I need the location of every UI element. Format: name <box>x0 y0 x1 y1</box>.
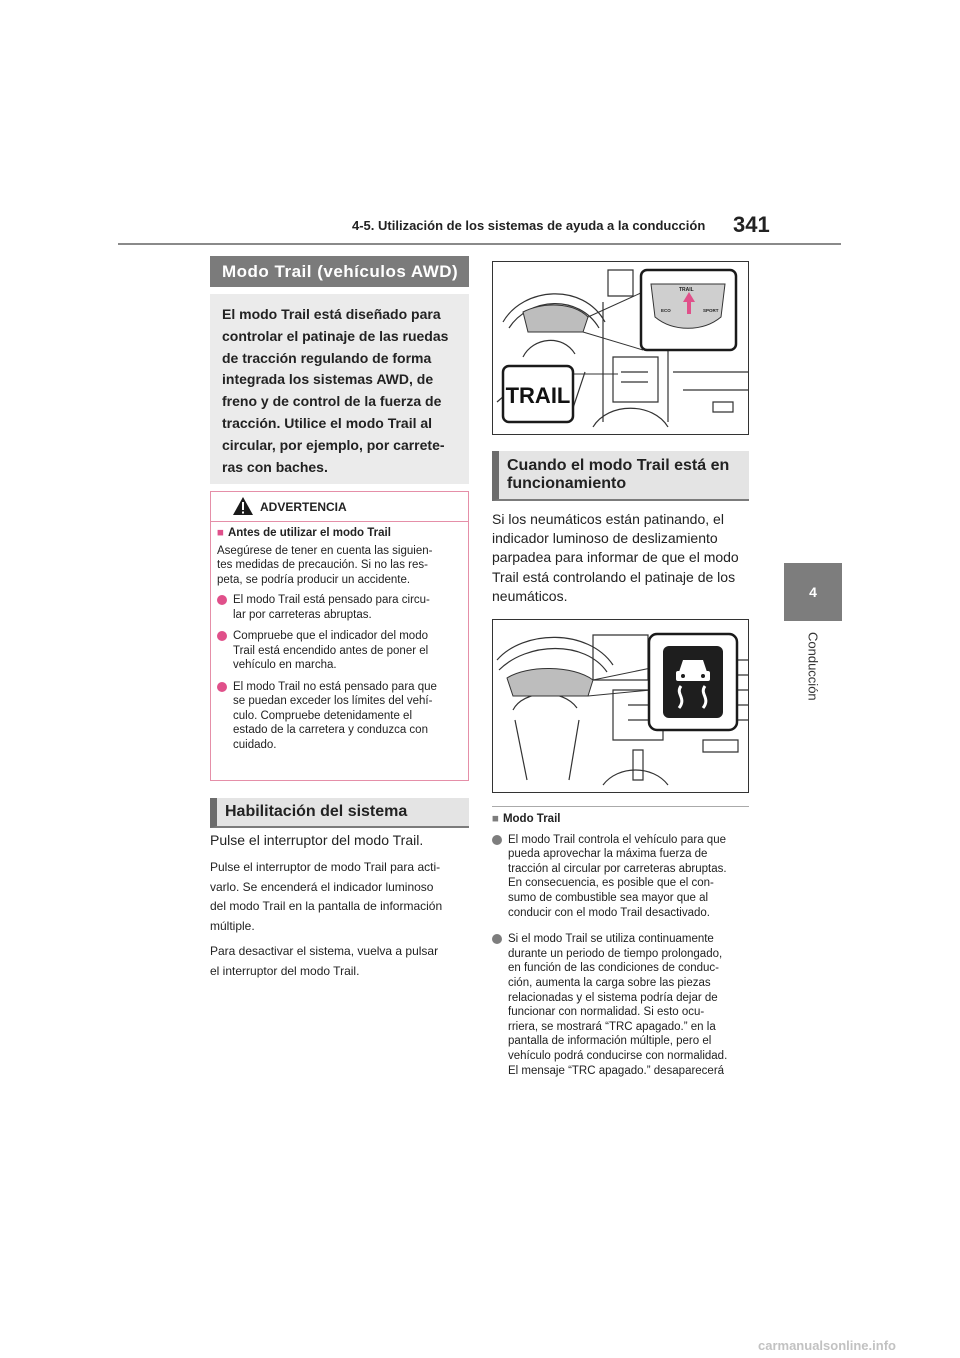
note-line: relacionadas y el sistema podría dejar de <box>508 991 718 1004</box>
warning-intro <box>217 544 462 588</box>
header-divider <box>118 243 841 245</box>
slip-indicator-illustration <box>492 619 749 793</box>
bullet-line: cuidado. <box>233 738 277 751</box>
warning-bullet <box>217 680 462 753</box>
bullet-line: vehículo en marcha. <box>233 659 337 671</box>
bullet-dot-icon <box>217 631 227 641</box>
note-line: pueda aprovechar la máxima fuerza de <box>508 848 708 861</box>
chapter-label-text: Conducción <box>805 632 821 701</box>
dashboard-drawing <box>493 262 749 435</box>
square-bullet-icon: ■ <box>492 813 499 825</box>
bullet-line: Compruebe que el indicador del modo <box>233 630 428 642</box>
inset-trail-label: TRAIL <box>679 287 694 293</box>
section-header-title: 4-5. Utilización de los sistemas de ayuda a la conducción <box>352 218 706 233</box>
note-line: En consecuencia, es posible que el con- <box>508 877 714 890</box>
intro-line: controlar el patinaje de las ruedas <box>222 327 449 344</box>
page-number: 341 <box>733 212 770 237</box>
detail-line: Pulse el interruptor de modo Trail para acti- <box>210 860 441 874</box>
chapter-tab: 4 <box>784 563 842 621</box>
intro-line: tracción. Utilice el modo Trail al <box>222 414 433 431</box>
warning-bullet <box>217 593 462 622</box>
notes-divider <box>492 806 749 807</box>
watermark: carmanualsonline.info <box>758 1338 896 1353</box>
warning-box <box>210 491 469 781</box>
note-line: rriera, se mostrará “TRC apagado.” en la <box>508 1020 716 1033</box>
bullet-line: Trail está encendido antes de poner el <box>233 644 429 657</box>
warning-intro-line: Asegúrese de tener en cuenta las siguien- <box>217 544 433 557</box>
note-line: durante un periodo de tiempo prolongado, <box>508 947 723 960</box>
note-line: pantalla de información múltiple, pero el <box>508 1035 712 1048</box>
note-line: El mensaje “TRC apagado.” desaparecerá <box>508 1064 725 1077</box>
operating-line: Trail está controlando el patinaje de los <box>492 568 736 585</box>
notes-heading <box>492 812 749 827</box>
enable-section-heading: Habilitación del sistema <box>210 798 469 828</box>
detail-line: el interruptor del modo Trail. <box>210 963 360 978</box>
note-line: en función de las condiciones de conduc- <box>508 962 719 975</box>
operating-line: neumáticos. <box>492 587 568 604</box>
note-line: sumo de combustible sea mayor que al <box>508 891 709 904</box>
bullet-dot-icon <box>217 682 227 692</box>
bullet-dot-icon <box>217 595 227 605</box>
warning-intro-line: tes medidas de precaución. Si no las res- <box>217 559 428 571</box>
operating-heading-line: Cuando el modo Trail está en <box>507 457 730 474</box>
note-line: Si el modo Trail se utiliza continuamente <box>508 933 714 946</box>
bullet-line: estado de la carretera y conduzca con <box>233 724 428 736</box>
dashboard-drawing-2 <box>493 620 749 793</box>
disable-details <box>210 942 469 981</box>
bullet-line: El modo Trail está pensado para circu- <box>233 594 430 606</box>
note-line: El modo Trail controla el vehículo para que <box>508 833 726 846</box>
intro-line: ras con baches. <box>222 458 328 475</box>
operating-line: indicador luminoso de deslizamiento <box>492 530 718 547</box>
bullet-line: lar por carreteras abruptas. <box>233 608 372 621</box>
enable-instruction: Pulse el interruptor del modo Trail. <box>210 832 424 848</box>
warning-bullet <box>217 629 462 673</box>
warning-subheading-text: Antes de utilizar el modo Trail <box>227 527 391 539</box>
warning-title: ADVERTENCIA <box>260 500 347 514</box>
bullet-line: se puedan exceder los límites del vehí- <box>233 695 433 707</box>
intro-line: circular, por ejemplo, por carrete- <box>222 436 445 453</box>
note-line: vehículo podrá conducirse con normalidad. <box>508 1049 728 1062</box>
operating-heading-line: funcionamiento <box>507 475 627 492</box>
trail-switch-illustration <box>492 261 749 435</box>
inset-sport-label: SPORT <box>703 308 719 313</box>
note-line: ción, aumenta la carga sobre las piezas <box>508 976 711 989</box>
operating-section-heading <box>492 451 749 501</box>
square-bullet-icon: ■ <box>217 527 224 539</box>
warning-intro-line: peta, se podría producir un accidente. <box>217 573 411 586</box>
detail-line: Para desactivar el sistema, vuelva a pulsar <box>210 944 439 958</box>
intro-box <box>210 294 469 484</box>
note-bullet <box>492 833 749 921</box>
note-line: conducir con el modo Trail desactivado. <box>508 906 710 919</box>
intro-line: El modo Trail está diseñado para <box>222 306 441 322</box>
bullet-line: culo. Compruebe detenidamente el <box>233 709 413 722</box>
notes-heading-text: Modo Trail <box>502 813 561 825</box>
operating-line: Si los neumáticos están patinando, el <box>492 511 724 527</box>
bullet-dot-icon <box>492 835 502 845</box>
detail-line: múltiple. <box>210 918 255 933</box>
inset-eco-label: ECO <box>661 308 671 313</box>
enable-details <box>210 858 469 936</box>
operating-description <box>492 510 749 606</box>
note-line: funcionar con normalidad. Si esto ocu- <box>508 1006 705 1019</box>
warning-body <box>211 522 468 752</box>
note-bullet <box>492 932 749 1078</box>
intro-line: freno y de control de la fuerza de <box>222 393 442 410</box>
bullet-line: El modo Trail no está pensado para que <box>233 680 437 693</box>
trail-mode-notes <box>492 812 749 1085</box>
operating-line: parpadea para informar de que el modo <box>492 549 739 566</box>
detail-line: varlo. Se encenderá el indicador luminoso <box>210 879 434 894</box>
main-section-heading: Modo Trail (vehículos AWD) <box>210 256 469 287</box>
trail-button-label: TRAIL <box>505 383 571 408</box>
note-line: tracción al circular por carreteras abruptas. <box>508 862 727 875</box>
warning-header <box>211 492 468 522</box>
intro-line: integrada los sistemas AWD, de <box>222 371 434 388</box>
bullet-dot-icon <box>492 934 502 944</box>
warning-triangle-icon <box>232 496 254 516</box>
chapter-side-label <box>784 632 842 722</box>
warning-subheading <box>217 526 462 541</box>
detail-line: del modo Trail en la pantalla de información <box>210 899 443 913</box>
intro-line: de tracción regulando de forma <box>222 349 432 366</box>
